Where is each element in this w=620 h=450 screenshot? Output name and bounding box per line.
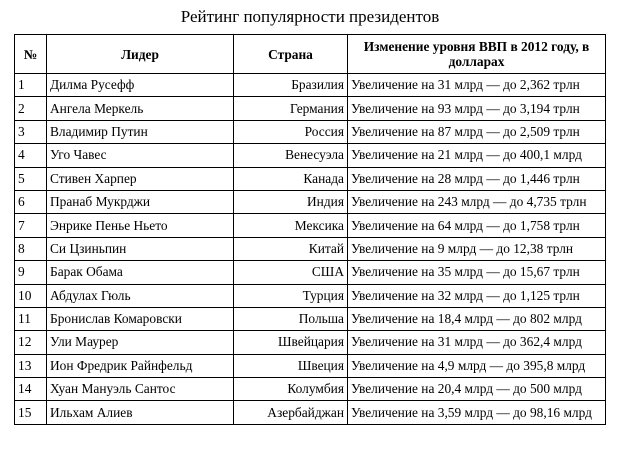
cell-gdp-change: Увеличение на 243 млрд — до 4,735 трлн	[348, 190, 606, 213]
cell-leader: Хуан Мануэль Сантос	[47, 378, 234, 401]
cell-leader: Энрике Пенье Ньето	[47, 214, 234, 237]
column-header-num: №	[15, 35, 47, 74]
cell-num: 2	[15, 97, 47, 120]
cell-leader: Ион Фредрик Райнфельд	[47, 354, 234, 377]
cell-num: 1	[15, 74, 47, 97]
cell-num: 12	[15, 331, 47, 354]
cell-country: Индия	[234, 190, 348, 213]
table-row	[15, 331, 606, 354]
cell-num: 3	[15, 120, 47, 143]
cell-num: 13	[15, 354, 47, 377]
cell-num: 4	[15, 144, 47, 167]
cell-gdp-change: Увеличение на 21 млрд — до 400,1 млрд	[348, 144, 606, 167]
cell-num: 14	[15, 378, 47, 401]
cell-gdp-change: Увеличение на 64 млрд — до 1,758 трлн	[348, 214, 606, 237]
cell-num: 9	[15, 261, 47, 284]
cell-num: 5	[15, 167, 47, 190]
table-row	[15, 74, 606, 97]
table-row	[15, 214, 606, 237]
cell-leader: Дилма Русефф	[47, 74, 234, 97]
cell-country: Колумбия	[234, 378, 348, 401]
table-row	[15, 401, 606, 424]
cell-leader: Абдулах Гюль	[47, 284, 234, 307]
cell-leader: Стивен Харпер	[47, 167, 234, 190]
table-row	[15, 284, 606, 307]
cell-num: 15	[15, 401, 47, 424]
column-header-leader: Лидер	[47, 35, 234, 74]
cell-leader: Владимир Путин	[47, 120, 234, 143]
cell-leader: Бронислав Комаровски	[47, 307, 234, 330]
table-row	[15, 378, 606, 401]
cell-country: Германия	[234, 97, 348, 120]
cell-gdp-change: Увеличение на 35 млрд — до 15,67 трлн	[348, 261, 606, 284]
cell-country: Швейцария	[234, 331, 348, 354]
presidents-table	[14, 34, 606, 425]
cell-country: Польша	[234, 307, 348, 330]
cell-gdp-change: Увеличение на 4,9 млрд — до 395,8 млрд	[348, 354, 606, 377]
cell-country: США	[234, 261, 348, 284]
cell-num: 11	[15, 307, 47, 330]
table-row	[15, 120, 606, 143]
cell-num: 10	[15, 284, 47, 307]
cell-country: Турция	[234, 284, 348, 307]
cell-country: Азербайджан	[234, 401, 348, 424]
cell-country: Бразилия	[234, 74, 348, 97]
cell-leader: Уго Чавес	[47, 144, 234, 167]
cell-country: Россия	[234, 120, 348, 143]
cell-gdp-change: Увеличение на 28 млрд — до 1,446 трлн	[348, 167, 606, 190]
table-row	[15, 354, 606, 377]
cell-country: Мексика	[234, 214, 348, 237]
table-row	[15, 190, 606, 213]
cell-leader: Ильхам Алиев	[47, 401, 234, 424]
table-body	[15, 74, 606, 425]
cell-gdp-change: Увеличение на 31 млрд — до 2,362 трлн	[348, 74, 606, 97]
cell-gdp-change: Увеличение на 93 млрд — до 3,194 трлн	[348, 97, 606, 120]
table-header-row	[15, 35, 606, 74]
column-header-change: Изменение уровня ВВП в 2012 году, в долларах	[348, 35, 606, 74]
cell-country: Китай	[234, 237, 348, 260]
cell-num: 8	[15, 237, 47, 260]
cell-leader: Пранаб Мукрджи	[47, 190, 234, 213]
cell-gdp-change: Увеличение на 32 млрд — до 1,125 трлн	[348, 284, 606, 307]
cell-leader: Ангела Меркель	[47, 97, 234, 120]
cell-num: 6	[15, 190, 47, 213]
cell-gdp-change: Увеличение на 18,4 млрд — до 802 млрд	[348, 307, 606, 330]
cell-country: Швеция	[234, 354, 348, 377]
table-row	[15, 97, 606, 120]
table-row	[15, 144, 606, 167]
cell-country: Канада	[234, 167, 348, 190]
cell-gdp-change: Увеличение на 3,59 млрд — до 98,16 млрд	[348, 401, 606, 424]
table-row	[15, 237, 606, 260]
cell-gdp-change: Увеличение на 31 млрд — до 362,4 млрд	[348, 331, 606, 354]
table-row	[15, 167, 606, 190]
cell-gdp-change: Увеличение на 9 млрд — до 12,38 трлн	[348, 237, 606, 260]
cell-leader: Си Цзиньпин	[47, 237, 234, 260]
column-header-country: Страна	[234, 35, 348, 74]
cell-gdp-change: Увеличение на 20,4 млрд — до 500 млрд	[348, 378, 606, 401]
table-row	[15, 307, 606, 330]
cell-leader: Ули Маурер	[47, 331, 234, 354]
cell-leader: Барак Обама	[47, 261, 234, 284]
table-row	[15, 261, 606, 284]
cell-country: Венесуэла	[234, 144, 348, 167]
cell-gdp-change: Увеличение на 87 млрд — до 2,509 трлн	[348, 120, 606, 143]
cell-num: 7	[15, 214, 47, 237]
page-title: Рейтинг популярности президентов	[180, 7, 440, 26]
